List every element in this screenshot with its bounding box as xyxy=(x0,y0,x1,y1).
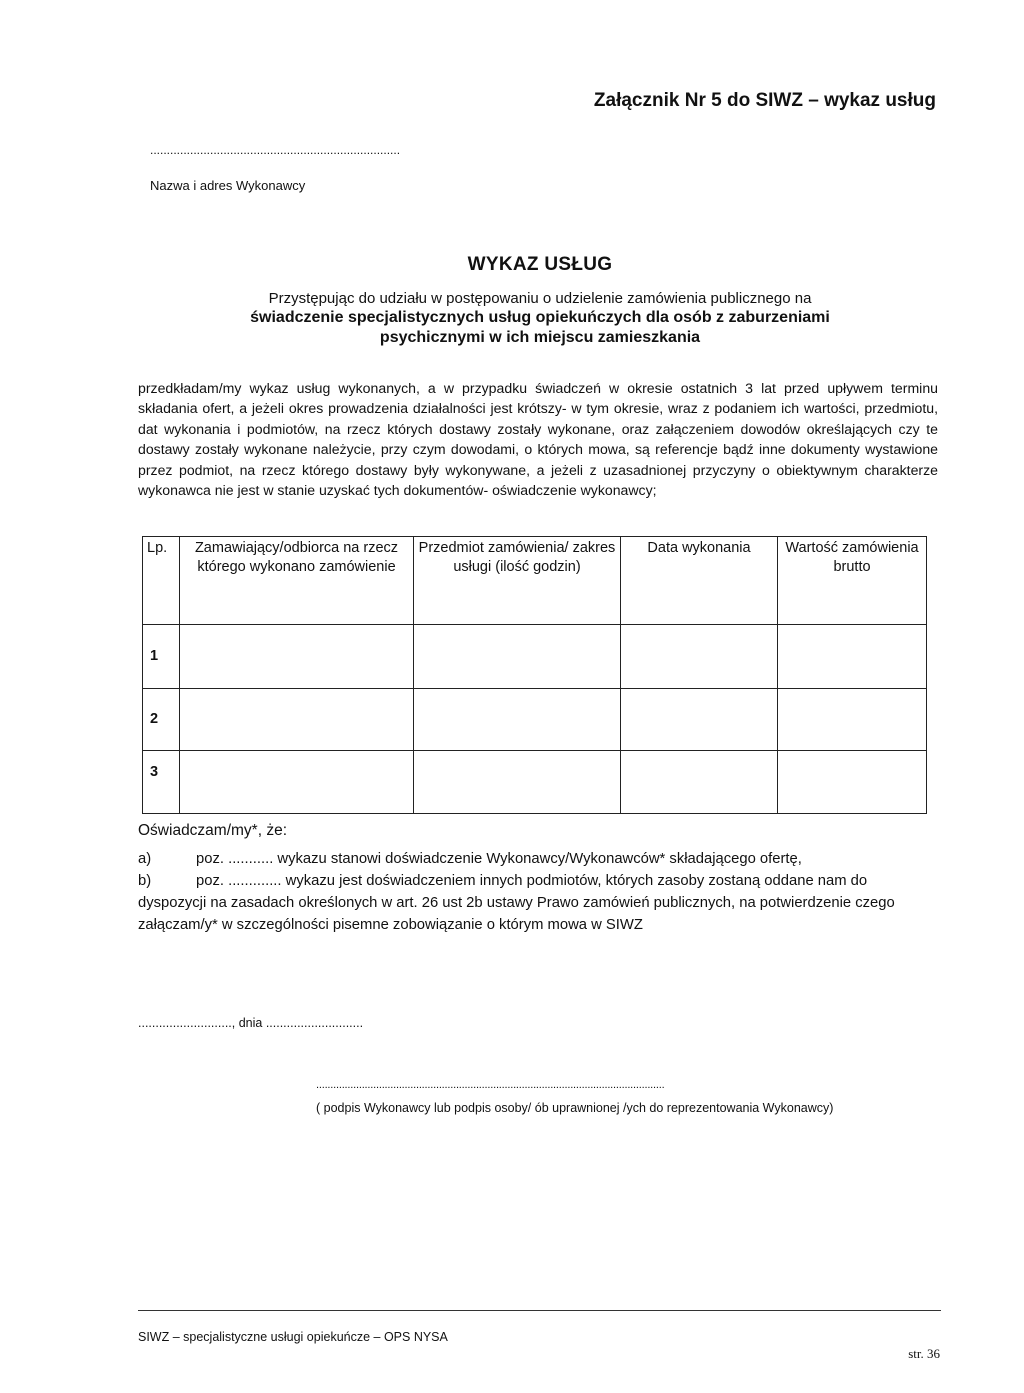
header-subject: Przedmiot zamówienia/ zakres usługi (ilość godzin) xyxy=(414,537,621,625)
contractor-name-dotted-line: ........................................................................... xyxy=(150,143,401,157)
cell-orderer[interactable] xyxy=(180,689,414,751)
table-row xyxy=(143,689,927,751)
cell-orderer[interactable] xyxy=(180,751,414,814)
declaration-b-text: poz. ............. wykazu jest doświadczeniem innych podmiotów, których zasoby zostaną oddane nam do dyspozycji na zasadach określonych w art. 26 ust 2b ustawy Prawo zamówień publicznych, na potwierdzenie czego załączam/y* w szczególności pisemne zobowiązanie o którym mowa w SIWZ xyxy=(138,873,895,933)
footer-text: SIWZ – specjalistyczne usługi opiekuńcze – OPS NYSA xyxy=(138,1330,448,1344)
page-number: str. 36 xyxy=(908,1346,940,1361)
cell-orderer[interactable] xyxy=(180,625,414,689)
row-number: 1 xyxy=(143,625,180,689)
cell-subject[interactable] xyxy=(414,689,621,751)
place-date-line: ..........................., dnia ............................ xyxy=(138,1016,364,1030)
table-row xyxy=(143,625,927,689)
row-number: 3 xyxy=(143,751,180,814)
declaration-title: Oświadczam/my*, że: xyxy=(138,822,288,839)
declaration-item-b xyxy=(138,870,938,936)
statement-paragraph: przedkładam/my wykaz usług wykonanych, a w przypadku świadczeń w okresie ostatnich 3 lat przed upływem terminu składania ofert, a jeżeli okres prowadzenia działalności jest krótszy- w tym okresie, wraz z podaniem ich wartości, przedmiotu, dat wykonania i podmiotów, na rzecz których dostawy zostały wykonane, oraz załączeniem dowodów określających czy te dostawy zostały wykonane należycie, przy czym dowodami, o których mowa, są referencje bądź inne dokumenty wystawione przez podmiot, na rzecz którego dostawy były wykonywane, a jeżeli z uzasadnionej przyczyny o obiektywnym charakterze wykonawca nie jest w stanie uzyskać tych dokumentów- oświadczenie wykonawcy; xyxy=(138,380,938,499)
document-title: WYKAZ USŁUG xyxy=(467,254,613,275)
declaration-item-a xyxy=(138,848,938,870)
subject-line-2: psychicznymi w ich miejscu zamieszkania xyxy=(379,329,701,346)
contractor-name-label: Nazwa i adres Wykonawcy xyxy=(150,178,306,193)
header-date: Data wykonania xyxy=(621,537,778,625)
cell-date[interactable] xyxy=(621,751,778,814)
table-row xyxy=(143,751,927,814)
cell-subject[interactable] xyxy=(414,751,621,814)
signature-caption: ( podpis Wykonawcy lub podpis osoby/ ób uprawnionej /ych do reprezentowania Wykonawcy) xyxy=(316,1101,834,1115)
table-header-row xyxy=(143,537,927,625)
services-table xyxy=(142,536,927,814)
cell-value[interactable] xyxy=(778,625,927,689)
header-lp: Lp. xyxy=(143,537,180,625)
signature-dotted-line: .......................................................................................................................... xyxy=(316,1079,665,1091)
declaration-b-marker: b) xyxy=(138,873,152,889)
intro-text: Przystępując do udziału w postępowaniu o udzielenie zamówienia publicznego na xyxy=(268,290,812,307)
header-value: Wartość zamówienia brutto xyxy=(778,537,927,625)
cell-value[interactable] xyxy=(778,751,927,814)
cell-date[interactable] xyxy=(621,689,778,751)
intro-block xyxy=(140,289,940,348)
declaration-a-marker: a) xyxy=(138,851,152,867)
cell-date[interactable] xyxy=(621,625,778,689)
footer-divider xyxy=(138,1310,941,1311)
cell-subject[interactable] xyxy=(414,625,621,689)
attachment-title: Załącznik Nr 5 do SIWZ – wykaz usług xyxy=(593,90,936,111)
declaration-a-text: poz. ........... wykazu stanowi doświadczenie Wykonawcy/Wykonawców* składającego ofertę, xyxy=(196,851,802,867)
header-orderer: Zamawiający/odbiorca na rzecz którego wykonano zamówienie xyxy=(180,537,414,625)
subject-line-1: świadczenie specjalistycznych usług opiekuńczych dla osób z zaburzeniami xyxy=(250,309,830,326)
cell-value[interactable] xyxy=(778,689,927,751)
row-number: 2 xyxy=(143,689,180,751)
